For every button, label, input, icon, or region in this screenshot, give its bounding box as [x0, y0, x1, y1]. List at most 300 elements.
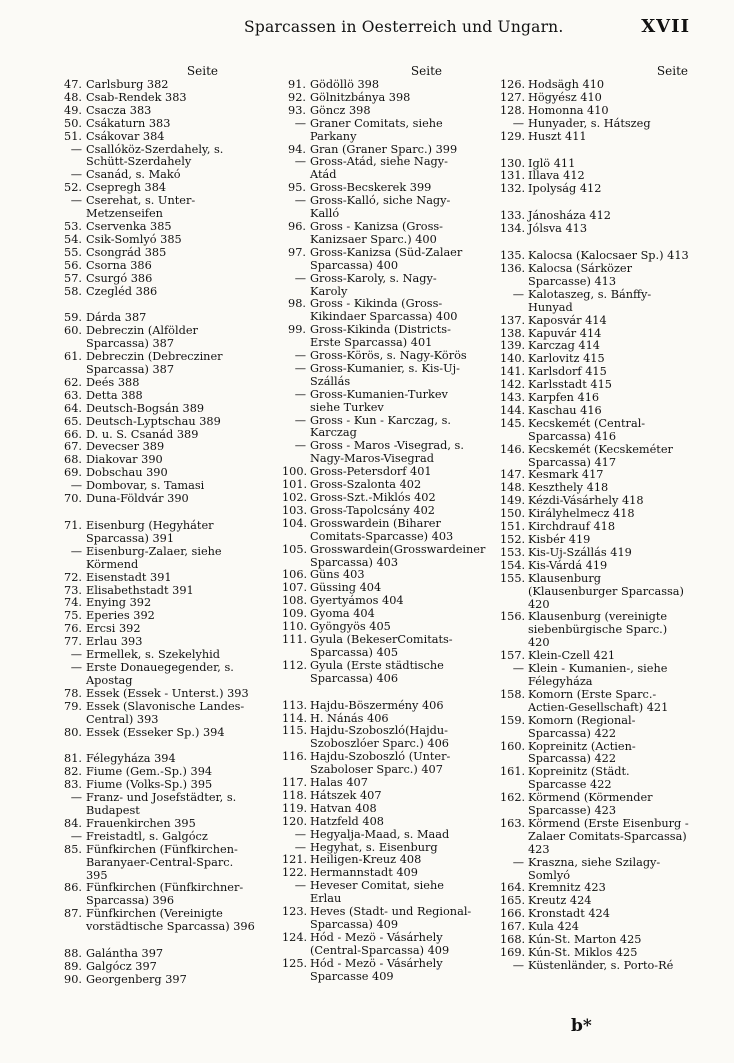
index-entry: [282, 906, 472, 932]
entry-text: Gyula (Erste städtische Sparcassa) 406: [310, 658, 444, 685]
entry-text: Eisenburg-Zalaer, siehe Körmend: [86, 544, 222, 571]
entry-text: Gyula (BekeserComitats-Sparcassa) 405: [310, 632, 453, 659]
entry-number: —: [294, 194, 306, 208]
entry-number: 65.: [64, 414, 82, 428]
entry-number: 140.: [500, 352, 526, 366]
entry-text: Csákaturn 383: [86, 116, 171, 130]
entry-text: Homonna 410: [528, 103, 609, 117]
entry-text: Gran (Graner Sparc.) 399: [310, 142, 458, 156]
entry-number: 135.: [500, 249, 526, 263]
entry-text: Csacza 383: [86, 103, 152, 117]
index-entry: [500, 960, 690, 973]
entry-number: 51.: [64, 129, 82, 143]
entry-text: Eisenburg (Hegyháter Sparcassa) 391: [86, 519, 214, 545]
entry-text: Kapuvár 414: [528, 326, 602, 340]
index-entry: [282, 363, 472, 389]
index-entry: [282, 350, 472, 363]
entry-text: Gyoma 404: [310, 607, 375, 621]
entry-text: Komorn (Regional-Sparcassa) 422: [528, 713, 636, 740]
entry-text: Gross-Kanizsa (Süd-Zalaer Sparcassa) 400: [310, 245, 463, 272]
entry-text: Csorna 386: [86, 258, 152, 272]
entry-text: Deés 388: [86, 375, 140, 389]
entry-number: 103.: [282, 503, 308, 517]
entry-text: Hajdu-Szoboszló (Unter-Szaboloser Sparc.) 407: [310, 750, 451, 777]
entry-number: 133.: [500, 209, 526, 223]
entry-number: 94.: [288, 142, 306, 156]
index-column-2: [282, 64, 486, 984]
entry-text: Kecskemét (Kecskeméter Sparcassa) 417: [528, 442, 673, 469]
entry-text: Gross-Körös, s. Nagy-Körös: [310, 349, 467, 363]
entry-text: Dobschau 390: [86, 466, 168, 480]
entry-text: Gross-Becskerek 399: [310, 181, 432, 195]
entry-text: Kopreinitz (Städt. Sparcasse 422: [528, 765, 630, 792]
entry-number: 100.: [282, 465, 308, 479]
index-entry: [58, 286, 258, 299]
index-entry: [500, 223, 690, 236]
entry-text: Eisenstadt 391: [86, 570, 172, 584]
entry-number: —: [512, 287, 524, 301]
entry-number: 169.: [500, 946, 526, 959]
entry-text: Karlsstadt 415: [528, 378, 612, 392]
entry-text: Kecskemét (Central-Sparcassa) 416: [528, 416, 646, 443]
index-entry: [282, 816, 472, 829]
entry-text: Gross-Karoly, s. Nagy-Karoly: [310, 271, 437, 298]
entry-number: 62.: [64, 375, 82, 389]
index-entry: [58, 572, 258, 585]
index-entry: [58, 416, 258, 429]
entry-number: 163.: [500, 816, 526, 830]
entry-number: —: [70, 660, 82, 674]
entry-text: Csallóköz-Szerdahely, s. Schütt-Szerdahely: [86, 142, 224, 169]
printer-signature: b*: [571, 1016, 592, 1036]
entry-number: 156.: [500, 610, 526, 624]
index-entry: [58, 118, 258, 131]
entry-text: Hatvan 408: [310, 801, 377, 815]
entry-number: 81.: [64, 752, 82, 766]
entry-text: Deutsch-Lyptschau 389: [86, 414, 221, 428]
entry-text: Kopreinitz (Actien-Sparcassa) 422: [528, 739, 636, 766]
entry-text: Gross-Atád, siehe Nagy-Atád: [310, 155, 448, 182]
entry-text: Kis-Várdá 419: [528, 558, 608, 572]
entry-number: 167.: [500, 920, 526, 934]
index-entry: [282, 195, 472, 221]
entry-number: —: [512, 855, 524, 869]
index-entry: [500, 857, 690, 883]
entry-number: 142.: [500, 378, 526, 392]
index-entry: [500, 392, 690, 405]
index-entry: [58, 688, 258, 701]
entry-number: 54.: [64, 232, 82, 246]
entry-number: 73.: [64, 583, 82, 597]
entry-text: Csanád, s. Makó: [86, 168, 181, 182]
entry-text: Enying 392: [86, 596, 152, 610]
entry-text: Kremnitz 423: [528, 881, 606, 895]
entry-number: 71.: [64, 519, 82, 532]
entry-number: 106.: [282, 568, 308, 582]
entry-text: Jánosháza 412: [528, 209, 611, 223]
entry-text: Debreczin (Alfölder Sparcassa) 387: [86, 324, 198, 351]
page-numeral: XVII: [641, 16, 690, 37]
entry-number: 90.: [64, 972, 82, 986]
index-entry: [58, 79, 258, 92]
entry-number: 60.: [64, 324, 82, 338]
entry-number: 47.: [64, 78, 82, 91]
index-entry: [58, 546, 258, 572]
index-entry: [58, 325, 258, 351]
section-gap: [58, 298, 258, 312]
entry-text: Huszt 411: [528, 129, 587, 143]
entry-text: Csepregh 384: [86, 181, 167, 195]
entry-text: Gölnitzbánya 398: [310, 90, 411, 104]
entry-number: —: [294, 116, 306, 130]
entry-text: Essek (Essek - Unterst.) 393: [86, 686, 249, 700]
entry-number: 92.: [288, 90, 306, 104]
entry-text: Klein - Kumanien-, siehe Félegyháza: [528, 662, 668, 688]
entry-number: 131.: [500, 169, 526, 183]
index-entry: [282, 518, 472, 544]
entry-text: Klausenburg (Klausenburger Sparcassa) 420: [528, 571, 684, 611]
entry-text: Heveser Comitat, siehe Erlau: [310, 879, 444, 906]
entry-number: —: [294, 413, 306, 427]
entry-text: Jólsva 413: [528, 222, 588, 236]
entry-number: —: [294, 827, 306, 841]
column-heading: Seite: [410, 64, 442, 78]
index-entry: [500, 573, 690, 612]
index-entry: [282, 958, 472, 984]
entry-text: Erlau 393: [86, 635, 143, 649]
entry-text: Fiume (Volks-Sp.) 395: [86, 778, 213, 792]
index-entry: [500, 741, 690, 767]
entry-text: Gross-Kikinda (Districts-Erste Sparcassa) 401: [310, 323, 451, 350]
index-entry: [500, 105, 690, 118]
index-entry: [282, 389, 472, 415]
entry-text: Ermellek, s. Szekelyhid: [86, 648, 220, 662]
index-entry: [282, 247, 472, 273]
index-entry: [58, 351, 258, 377]
entry-text: Detta 388: [86, 388, 143, 402]
index-entry: [282, 803, 472, 816]
index-entry: [282, 542, 486, 570]
index-entry: [58, 974, 258, 987]
entry-number: 102.: [282, 491, 308, 504]
section-gap: [500, 144, 690, 158]
entry-number: 125.: [282, 956, 308, 970]
index-entry: [58, 234, 258, 247]
entry-number: 69.: [64, 466, 82, 480]
entry-number: 96.: [288, 219, 306, 233]
entry-number: 78.: [64, 686, 82, 700]
entry-number: 150.: [500, 507, 526, 521]
entry-text: Gross-Szalonta 402: [310, 478, 422, 492]
entry-text: Fünfkirchen (Fünfkirchner-Sparcassa) 396: [86, 881, 244, 908]
entry-text: Diakovar 390: [86, 453, 163, 467]
index-entry: [282, 660, 472, 686]
entry-number: 82.: [64, 765, 82, 779]
entry-text: H. Nánás 406: [310, 711, 389, 725]
entry-text: Essek (Esseker Sp.) 394: [86, 725, 225, 739]
section-gap: [58, 934, 258, 948]
entry-number: 134.: [500, 222, 526, 236]
entry-text: Gross-Petersdorf 401: [310, 465, 432, 479]
entry-text: Csik-Somlyó 385: [86, 232, 182, 246]
entry-text: Galántha 397: [86, 947, 164, 961]
entry-text: Gödöllö 398: [310, 78, 380, 91]
entry-text: Duna-Földvár 390: [86, 492, 189, 506]
entry-number: 153.: [500, 545, 526, 559]
entry-number: 151.: [500, 520, 526, 534]
index-entry: [500, 663, 690, 689]
entry-number: 49.: [64, 103, 82, 117]
entry-number: 87.: [64, 907, 82, 921]
entry-text: Kronstadt 424: [528, 907, 610, 921]
entry-number: 74.: [64, 596, 82, 610]
entry-number: 137.: [500, 313, 526, 327]
entry-number: 126.: [500, 78, 526, 91]
entry-text: Hodsägh 410: [528, 78, 605, 91]
entry-text: Csákovar 384: [86, 129, 165, 143]
index-entry: [500, 92, 690, 105]
entry-number: 111.: [282, 632, 308, 646]
index-entry: [58, 144, 258, 170]
entry-number: —: [294, 271, 306, 285]
entry-number: 128.: [500, 103, 526, 117]
entry-text: Félegyháza 394: [86, 752, 176, 766]
index-entry: [58, 792, 258, 818]
entry-text: Gross-Kumanier, s. Kis-Uj-Szállás: [310, 361, 460, 388]
entry-text: Essek (Slavonische Landes-Central) 393: [86, 699, 245, 726]
entry-number: 112.: [282, 658, 308, 672]
entry-text: Carlsburg 382: [86, 78, 169, 91]
column-heading: Seite: [656, 64, 688, 78]
entry-text: Csongrád 385: [86, 245, 167, 259]
entry-text: Komorn (Erste Sparc.-Actien-Gesellschaft) 421: [528, 687, 669, 714]
entry-text: Fiume (Gem.-Sp.) 394: [86, 765, 213, 779]
entry-text: Gross - Maros -Visegrad, s. Nagy-Maros-Visegrad: [310, 439, 464, 466]
entry-text: Karpfen 416: [528, 391, 600, 405]
entry-number: 122.: [282, 866, 308, 880]
index-entry: [282, 700, 472, 713]
entry-text: Gross-Kumanien-Turkev siehe Turkev: [310, 387, 448, 414]
entry-text: Királyhelmecz 418: [528, 507, 635, 521]
entry-number: 121.: [282, 853, 308, 867]
entry-number: 115.: [282, 724, 308, 738]
index-entry: [282, 829, 472, 842]
entry-number: 166.: [500, 907, 526, 921]
entry-number: 161.: [500, 765, 526, 779]
entry-number: 76.: [64, 622, 82, 636]
entry-text: Hód - Mezö - Vásárhely (Central-Sparcassa) 409: [310, 930, 450, 957]
entry-text: Csab-Rendek 383: [86, 90, 187, 104]
entry-number: 93.: [288, 103, 306, 117]
entry-text: Gross-Kalló, siche Nagy-Kalló: [310, 194, 451, 221]
entry-text: Gross-Szt.-Miklós 402: [310, 491, 436, 504]
section-gap: [58, 506, 258, 520]
entry-number: 72.: [64, 570, 82, 584]
entry-text: Hód - Mezö - Vásárhely Sparcasse 409: [310, 956, 443, 983]
entry-number: —: [70, 648, 82, 662]
entry-number: 147.: [500, 468, 526, 482]
index-entry: [58, 377, 258, 390]
entry-number: 89.: [64, 960, 82, 973]
entry-number: 145.: [500, 416, 526, 430]
index-entry: [282, 751, 472, 777]
entry-text: Graner Comitats, siehe Parkany: [310, 116, 443, 143]
index-entry: [58, 844, 258, 883]
entry-number: 84.: [64, 816, 82, 830]
entry-number: 59.: [64, 311, 82, 325]
entry-number: 123.: [282, 905, 308, 919]
entry-number: 68.: [64, 453, 82, 467]
entry-number: —: [512, 662, 524, 676]
entry-text: Gross - Kikinda (Gross-Kikindaer Sparcassa) 400: [310, 297, 458, 324]
index-entry: [500, 118, 690, 131]
entry-text: Hunyader, s. Hátszeg: [528, 116, 651, 130]
entry-number: —: [294, 840, 306, 854]
entry-number: 124.: [282, 930, 308, 944]
entry-number: 149.: [500, 494, 526, 508]
entry-number: 158.: [500, 687, 526, 701]
entry-number: 50.: [64, 116, 82, 130]
entry-text: Küstenländer, s. Porto-Ré: [528, 958, 674, 972]
section-gap: [282, 686, 472, 700]
index-entry: [58, 105, 258, 118]
entry-number: 119.: [282, 801, 308, 815]
entry-text: Csurgó 386: [86, 271, 153, 285]
entry-text: Gross - Kun - Karczag, s. Karczag: [310, 413, 451, 440]
entry-number: 108.: [282, 594, 308, 608]
entry-number: 57.: [64, 271, 82, 285]
entry-text: Debreczin (Debrecziner Sparcassa) 387: [86, 350, 223, 377]
index-column-3: [500, 64, 690, 973]
entry-number: —: [70, 479, 82, 493]
entry-number: 80.: [64, 725, 82, 739]
entry-number: 117.: [282, 776, 308, 790]
index-entry: [282, 273, 472, 299]
index-entry: [58, 662, 258, 688]
entry-number: —: [294, 155, 306, 169]
index-entry: [282, 324, 472, 350]
index-entry: [500, 405, 690, 418]
index-entry: [500, 444, 690, 470]
entry-text: Kisbér 419: [528, 533, 591, 546]
entry-number: 130.: [500, 156, 526, 170]
entry-text: Körmend (Körmender Sparcasse) 423: [528, 791, 653, 818]
entry-number: —: [294, 387, 306, 401]
entry-text: Kalocsa (Sárközer Sparcasse) 413: [528, 261, 633, 288]
entry-text: Klein-Czell 421: [528, 649, 616, 663]
entry-text: Grosswardein(Grosswardeiner Sparcassa) 403: [310, 542, 486, 569]
entry-number: 48.: [64, 90, 82, 104]
entry-number: 77.: [64, 635, 82, 649]
page-title: Sparcassen in Oesterreich und Ungarn.: [244, 18, 564, 36]
entry-number: 110.: [282, 620, 308, 634]
index-entry: [282, 79, 472, 92]
entry-text: Keszthely 418: [528, 481, 609, 495]
entry-text: Eperies 392: [86, 609, 155, 623]
index-entry: [58, 403, 258, 416]
entry-number: 148.: [500, 481, 526, 495]
entry-text: Hermannstadt 409: [310, 866, 418, 880]
entry-number: 86.: [64, 881, 82, 895]
entry-text: Kézdi-Vásárhely 418: [528, 494, 644, 508]
index-entry: [58, 520, 258, 546]
entry-text: Gross-Tapolcsány 402: [310, 503, 435, 517]
index-entry: [58, 273, 258, 286]
index-entry: [58, 818, 258, 831]
section-gap: [500, 196, 690, 210]
entry-number: 165.: [500, 894, 526, 908]
entry-number: 61.: [64, 350, 82, 364]
entry-text: Illava 412: [528, 169, 585, 183]
entry-text: Kalocsa (Kalocsaer Sp.) 413: [528, 249, 689, 263]
entry-number: 168.: [500, 933, 526, 947]
index-entry: [282, 880, 472, 906]
index-entry: [282, 156, 472, 182]
entry-text: Czegléd 386: [86, 284, 158, 298]
entry-number: 64.: [64, 401, 82, 415]
entry-number: 139.: [500, 339, 526, 353]
index-entry: [58, 882, 258, 908]
entry-number: 67.: [64, 440, 82, 454]
entry-number: 143.: [500, 391, 526, 405]
entry-text: Kaschau 416: [528, 403, 602, 417]
entry-number: —: [294, 439, 306, 453]
entry-text: Karczag 414: [528, 339, 600, 353]
entry-text: Halas 407: [310, 776, 368, 790]
entry-number: 113.: [282, 698, 308, 712]
entry-text: Devecser 389: [86, 440, 165, 454]
entry-text: Hegyhat, s. Eisenburg: [310, 840, 438, 854]
index-entry: [58, 961, 258, 974]
index-entry: [500, 560, 690, 573]
entry-text: Erste Donauegegender, s. Apostag: [86, 660, 234, 687]
entry-text: Dárda 387: [86, 311, 147, 325]
index-entry: [58, 831, 258, 844]
index-entry: [282, 105, 472, 118]
index-entry: [500, 766, 690, 792]
entry-text: Cservenka 385: [86, 219, 172, 233]
entry-number: —: [512, 116, 524, 130]
entry-text: Ipolyság 412: [528, 182, 602, 196]
entry-number: 98.: [288, 297, 306, 311]
entry-text: Fünfkirchen (Vereinigte vorstädtische Sparcassa) 396: [86, 907, 255, 934]
entry-text: Kún-St. Marton 425: [528, 933, 642, 947]
entry-number: 152.: [500, 533, 526, 546]
entry-number: 129.: [500, 129, 526, 143]
entry-number: 116.: [282, 750, 308, 764]
index-entry: [58, 727, 258, 740]
entry-text: Kula 424: [528, 920, 579, 934]
entry-number: 88.: [64, 947, 82, 961]
entry-text: Heves (Stadt- und Regional-Sparcassa) 409: [310, 905, 472, 931]
entry-number: 144.: [500, 403, 526, 417]
index-entry: [500, 79, 690, 92]
entry-text: Kreutz 424: [528, 894, 592, 908]
entry-text: Fünfkirchen (Fünfkirchen-Baranyaer-Central-Sparc. 395: [86, 842, 238, 882]
index-entry: [500, 289, 690, 315]
entry-text: Gyertyámos 404: [310, 594, 404, 608]
entry-number: —: [70, 194, 82, 208]
index-entry: [58, 908, 258, 934]
entry-number: —: [294, 361, 306, 375]
entry-number: 75.: [64, 609, 82, 623]
entry-text: Hegyalja-Maad, s. Maad: [310, 827, 450, 841]
entry-number: 70.: [64, 492, 82, 506]
entry-number: 91.: [288, 78, 306, 91]
entry-text: Kún-St. Miklos 425: [528, 946, 638, 959]
index-entry: [282, 92, 472, 105]
entry-text: Kis-Uj-Szállás 419: [528, 545, 632, 559]
